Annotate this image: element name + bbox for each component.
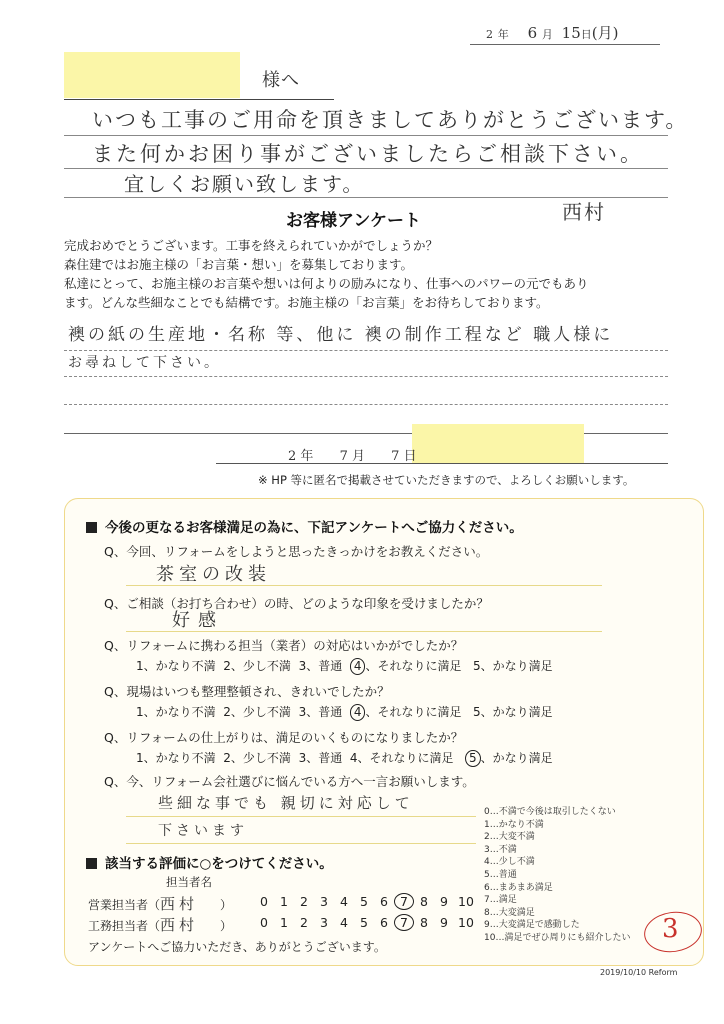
q3-option-5-label[interactable]: 、かなり満足: [480, 659, 553, 673]
works-close-paren: ）: [220, 919, 233, 933]
comment-line-1: 襖の紙の生産地・名称 等、他に 襖の制作工程など 職人様に: [68, 325, 614, 345]
sales-scale: [254, 893, 478, 910]
legend-item-6: 6…まあまあ満足: [484, 882, 553, 893]
q3-option-3[interactable]: 3、普通: [298, 659, 343, 673]
survey-title: お客様アンケート: [286, 211, 421, 231]
red-mark-digit: 3: [662, 914, 679, 944]
survey-intro: [64, 236, 704, 312]
answer-6-rule-1: [126, 816, 476, 817]
square-bullet-icon: [86, 858, 97, 869]
comment-rule-2: [64, 376, 668, 377]
intro-line-3: 私達にとって、お施主様のお言葉や想いは何よりの励みになり、仕事へのパワーの元でもあり: [64, 276, 589, 291]
works-score-5[interactable]: 5: [360, 915, 368, 930]
letter-date: [486, 22, 618, 43]
answer-6-line-1: 些細な事でも 親切に対応して: [158, 794, 414, 812]
q4-option-4-label[interactable]: 、それなりに満足: [365, 705, 462, 719]
questionnaire-heading-text: 今後の更なるお客様満足の為に、下記アンケートへご協力ください。: [105, 520, 523, 536]
form-version: 2019/10/10 Reform: [600, 968, 678, 977]
question-1: Q、今回、リフォームをしようと思ったきっかけをお教えください。: [104, 544, 489, 559]
question-2: Q、ご相談（お打ち合わせ）の時、どのような印象を受けましたか？: [104, 596, 489, 611]
q4-option-5-number[interactable]: 5: [472, 705, 481, 719]
q5-option-5-label[interactable]: 、かなり満足: [480, 751, 553, 765]
reply-date-underline: [216, 463, 668, 464]
q3-option-5-number[interactable]: 5: [472, 659, 481, 673]
q5-option-4-label[interactable]: 、それなりに満足: [357, 751, 454, 765]
q5-option-2[interactable]: 2、少し不満: [223, 751, 291, 765]
works-label: 工務担当者（: [88, 919, 161, 933]
staff-name-label: 担当者名: [166, 875, 212, 889]
date-year: 2: [486, 28, 493, 41]
recipient-underline: [64, 99, 334, 100]
works-score-6[interactable]: 6: [380, 915, 388, 930]
legend-item-3: 3…不満: [484, 844, 517, 855]
works-score-2[interactable]: 2: [300, 915, 308, 930]
legend-item-2: 2…大変不満: [484, 832, 535, 843]
reply-day: 7: [391, 449, 400, 464]
legend-item-4: 4…少し不満: [484, 857, 535, 868]
sales-row: [88, 893, 232, 914]
q5-option-3[interactable]: 3、普通: [298, 751, 343, 765]
works-score-9[interactable]: 9: [440, 915, 448, 930]
answer-6-line-2: 下さいます: [158, 823, 248, 839]
question-5: Q、リフォームの仕上がりは、満足のいくものになりましたか？: [104, 730, 464, 745]
rating-heading-text: 該当する評価に○をつけてください。: [105, 856, 333, 872]
comment-rule-3: [64, 404, 668, 405]
message-rule-1: [64, 135, 668, 136]
reply-year: 2: [288, 449, 297, 464]
sales-close-paren: ）: [220, 898, 233, 912]
q4-options: [136, 703, 553, 721]
works-score-7-circled[interactable]: 7: [394, 914, 414, 931]
date-month: 6: [527, 24, 538, 42]
reply-name-redaction: [412, 424, 584, 464]
reply-month: 7: [339, 449, 348, 464]
works-score-4[interactable]: 4: [340, 915, 348, 930]
q4-option-3[interactable]: 3、普通: [298, 705, 343, 719]
thanks-text: アンケートへご協力いただき、ありがとうございます。: [88, 940, 386, 954]
legend-item-1: 1…かなり不満: [484, 819, 544, 830]
legend-item-8: 8…大変満足: [484, 907, 535, 918]
date-year-unit: 年: [497, 28, 509, 41]
answer-1-rule: [126, 585, 602, 586]
works-score-0[interactable]: 0: [260, 915, 268, 930]
sales-score-0[interactable]: 0: [260, 894, 268, 909]
sales-score-3[interactable]: 3: [320, 894, 328, 909]
intro-line-1: 完成おめでとうございます。工事を終えられていかがでしょうか？: [64, 238, 439, 253]
message-line-2: また何かお困り事がございましたらご相談下さい。: [92, 142, 644, 166]
q4-option-2[interactable]: 2、少し不満: [223, 705, 291, 719]
comment-rule-1: [64, 350, 668, 351]
q5-options: [136, 749, 553, 767]
q3-options: [136, 657, 553, 675]
question-3: Q、リフォームに携わる担当（業者）の対応はいかがでしたか？: [104, 638, 464, 653]
sales-label: 営業担当者（: [88, 898, 161, 912]
q3-option-4-label[interactable]: 、それなりに満足: [365, 659, 462, 673]
square-bullet-icon: [86, 522, 97, 533]
reply-day-unit: 日: [403, 449, 417, 464]
q4-option-1[interactable]: 1、かなり不満: [136, 705, 216, 719]
works-score-1[interactable]: 1: [280, 915, 288, 930]
message-line-3: 宜しくお願い致します。: [124, 172, 365, 196]
sales-score-6[interactable]: 6: [380, 894, 388, 909]
q3-option-1[interactable]: 1、かなり不満: [136, 659, 216, 673]
sales-score-7-circled[interactable]: 7: [394, 893, 414, 910]
works-score-3[interactable]: 3: [320, 915, 328, 930]
reply-date: [288, 445, 417, 464]
recipient-name-redaction: [64, 52, 240, 98]
works-score-10[interactable]: 10: [458, 915, 474, 930]
works-name: 西村: [160, 916, 199, 934]
sales-score-2[interactable]: 2: [300, 894, 308, 909]
recipient-suffix: 様へ: [262, 70, 300, 91]
sales-score-10[interactable]: 10: [458, 894, 474, 909]
sales-score-5[interactable]: 5: [360, 894, 368, 909]
date-day-unit: 日: [580, 28, 592, 41]
date-weekday: (月): [591, 24, 619, 42]
answer-6-rule-2: [126, 843, 476, 844]
privacy-note: ※ HP 等に匿名で掲載させていただきますので、よろしくお願いします。: [258, 473, 635, 487]
intro-line-4: ます。どんな些細なことでも結構です。お施主様の「お言葉」をお待ちしております。: [64, 295, 549, 310]
q3-option-2[interactable]: 2、少し不満: [223, 659, 291, 673]
legend-item-10: 10…満足でぜひ周りにも紹介したい: [484, 932, 631, 943]
reply-month-unit: 月: [352, 449, 366, 464]
rating-heading: [86, 852, 333, 872]
intro-line-2: 森住建ではお施主様の「お言葉・想い」を募集しております。: [64, 257, 414, 272]
message-signature: 西村: [562, 200, 606, 224]
answer-2: 好感: [172, 610, 224, 631]
date-month-unit: 月: [541, 28, 553, 41]
works-score-8[interactable]: 8: [420, 915, 428, 930]
legend-item-7: 7…満足: [484, 895, 517, 906]
sales-score-8[interactable]: 8: [420, 894, 428, 909]
sales-score-1[interactable]: 1: [280, 894, 288, 909]
rating-legend: [484, 806, 630, 945]
date-underline: [470, 44, 660, 45]
sales-score-4[interactable]: 4: [340, 894, 348, 909]
q5-option-1[interactable]: 1、かなり不満: [136, 751, 216, 765]
works-row: [88, 914, 232, 935]
q5-option-4-number[interactable]: 4: [349, 751, 358, 765]
legend-item-0: 0…不満で今後は取引したくない: [484, 807, 616, 817]
legend-item-9: 9…大変満足で感動した: [484, 920, 580, 931]
sales-name: 西村: [160, 895, 199, 913]
reply-year-unit: 年: [300, 449, 314, 464]
questionnaire-heading: [86, 516, 523, 536]
answer-1: 茶室の改装: [156, 564, 271, 585]
q3-option-4-circled[interactable]: 4: [350, 658, 366, 675]
question-6: Q、今、リフォーム会社選びに悩んでいる方へ一言お願いします。: [104, 774, 475, 789]
sales-score-9[interactable]: 9: [440, 894, 448, 909]
answer-2-rule: [126, 631, 602, 632]
message-line-1: いつも工事のご用命を頂きましてありがとうございます。: [92, 108, 689, 132]
q5-option-5-circled[interactable]: 5: [465, 750, 481, 767]
date-day: 15: [561, 24, 581, 42]
works-scale: [254, 914, 478, 931]
comment-line-2: お尋ねして下さい。: [68, 355, 221, 371]
q4-option-5-label[interactable]: 、かなり満足: [480, 705, 553, 719]
question-4: Q、現場はいつも整理整頓され、きれいでしたか？: [104, 684, 390, 699]
q4-option-4-circled[interactable]: 4: [350, 704, 366, 721]
legend-item-5: 5…普通: [484, 869, 517, 880]
